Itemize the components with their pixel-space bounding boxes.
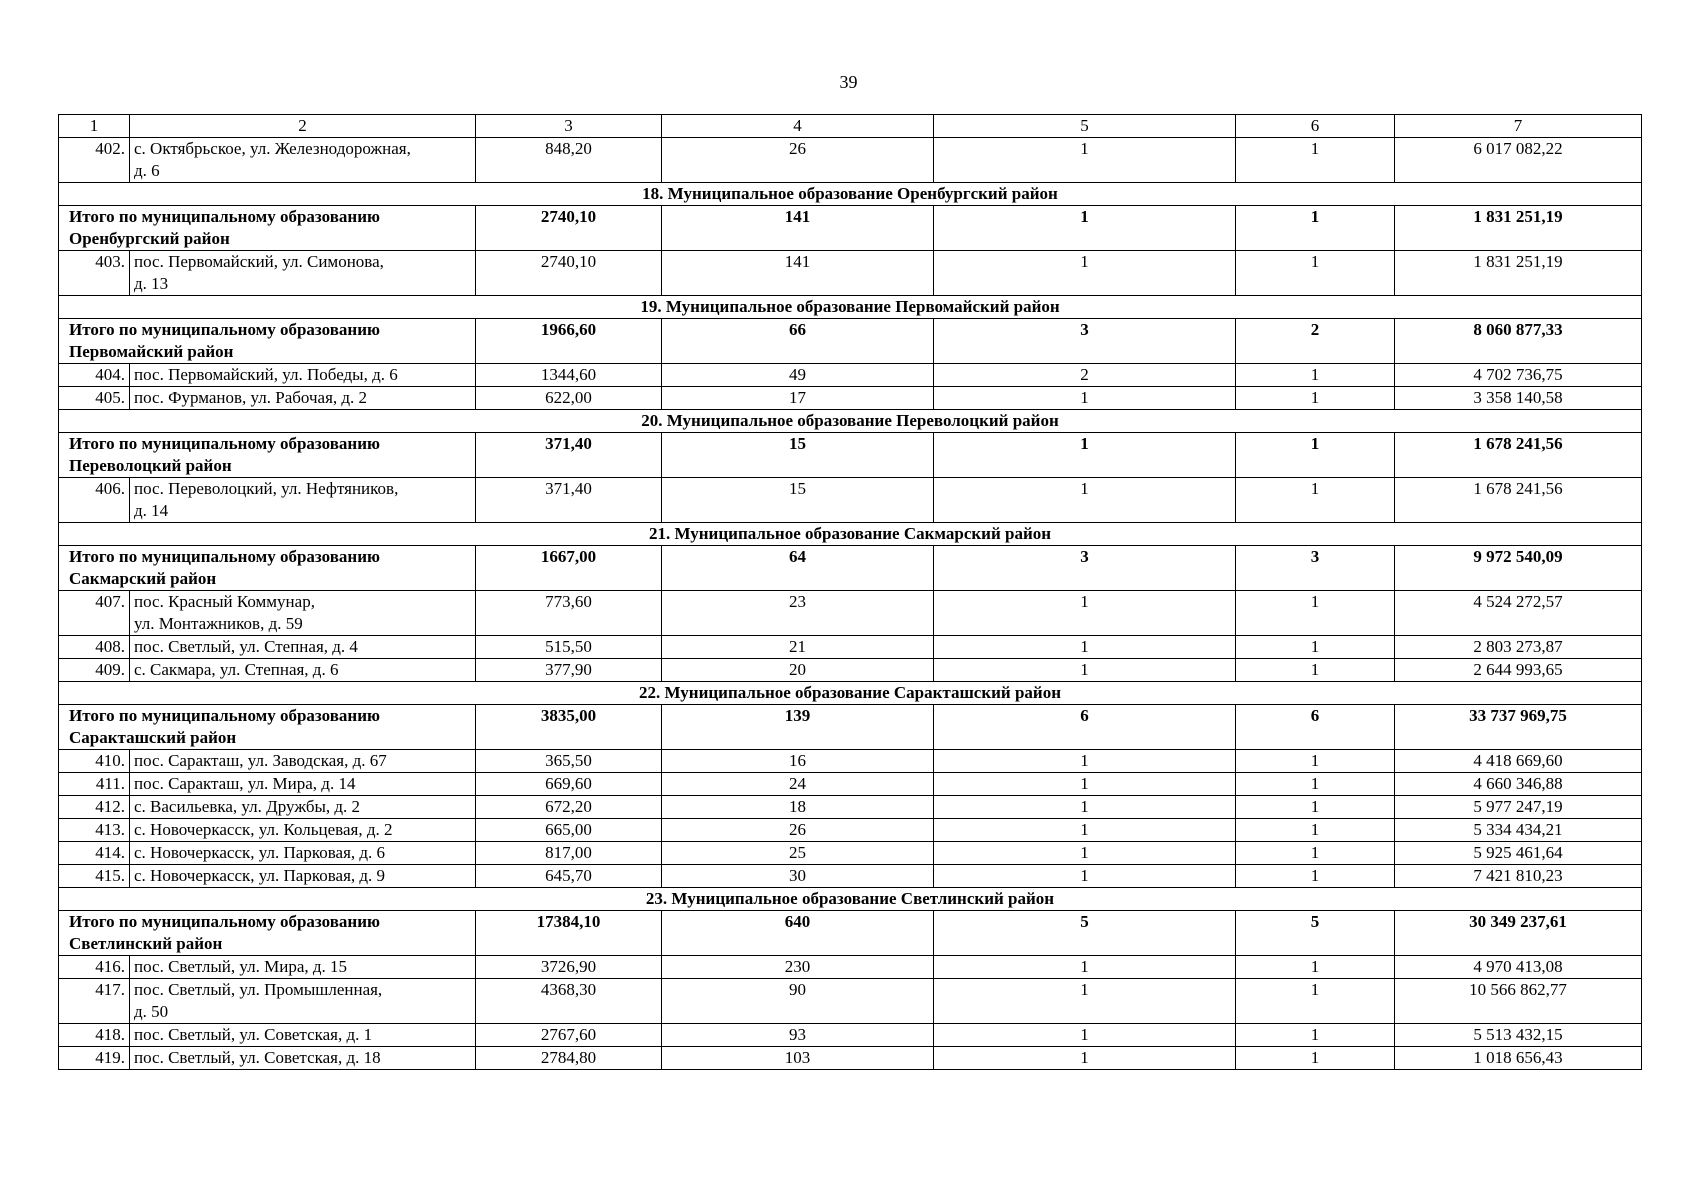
area-cell: 365,50	[476, 750, 662, 773]
row-number: 411.	[59, 773, 130, 796]
cost-cell: 1 831 251,19	[1395, 251, 1642, 296]
title-line: Итого по муниципальному образованию	[69, 547, 380, 566]
area-cell: 377,90	[476, 659, 662, 682]
count-cell: 1	[1236, 251, 1395, 296]
count-cell: 1	[1236, 819, 1395, 842]
header-cell: 1	[59, 115, 130, 138]
row-number: 408.	[59, 636, 130, 659]
houses-cell: 1	[934, 819, 1236, 842]
subtotal-row	[59, 546, 1642, 591]
count-cell: 6	[1236, 705, 1395, 750]
addr-line: пос. Переволоцкий, ул. Нефтяников,	[134, 479, 399, 498]
section-header-row	[59, 888, 1642, 911]
row-number: 410.	[59, 750, 130, 773]
addr-line: пос. Красный Коммунар,	[134, 592, 315, 611]
header-cell: 4	[662, 115, 934, 138]
count-cell: 1	[1236, 138, 1395, 183]
residents-cell: 141	[662, 206, 934, 251]
table-row	[59, 773, 1642, 796]
table-row	[59, 979, 1642, 1024]
count-cell: 1	[1236, 387, 1395, 410]
count-cell: 3	[1236, 546, 1395, 591]
area-cell: 645,70	[476, 865, 662, 888]
header-cell: 3	[476, 115, 662, 138]
count-cell: 1	[1236, 591, 1395, 636]
houses-cell: 1	[934, 842, 1236, 865]
row-number: 407.	[59, 591, 130, 636]
residents-cell: 21	[662, 636, 934, 659]
row-number: 405.	[59, 387, 130, 410]
houses-cell: 1	[934, 956, 1236, 979]
count-cell: 1	[1236, 433, 1395, 478]
count-cell: 1	[1236, 796, 1395, 819]
table-row	[59, 1047, 1642, 1070]
addr-line: с. Октябрьское, ул. Железнодорожная,	[134, 139, 411, 158]
cost-cell: 4 702 736,75	[1395, 364, 1642, 387]
table-row	[59, 750, 1642, 773]
addr-line: пос. Саракташ, ул. Заводская, д. 67	[134, 751, 387, 770]
area-cell: 2740,10	[476, 206, 662, 251]
cost-cell: 2 803 273,87	[1395, 636, 1642, 659]
cost-cell: 10 566 862,77	[1395, 979, 1642, 1024]
houses-cell: 3	[934, 319, 1236, 364]
addr-line: с. Васильевка, ул. Дружбы, д. 2	[134, 797, 361, 816]
subtotal-row	[59, 319, 1642, 364]
addr-line: д. 13	[134, 274, 169, 293]
row-number: 404.	[59, 364, 130, 387]
houses-cell: 1	[934, 865, 1236, 888]
section-header-row	[59, 296, 1642, 319]
row-number: 406.	[59, 478, 130, 523]
cost-cell: 4 660 346,88	[1395, 773, 1642, 796]
cost-cell: 1 678 241,56	[1395, 433, 1642, 478]
count-cell: 1	[1236, 659, 1395, 682]
row-number: 419.	[59, 1047, 130, 1070]
residents-cell: 17	[662, 387, 934, 410]
cost-cell: 5 925 461,64	[1395, 842, 1642, 865]
houses-cell: 1	[934, 636, 1236, 659]
area-cell: 2784,80	[476, 1047, 662, 1070]
table-row	[59, 819, 1642, 842]
title-line: Саракташский район	[69, 728, 237, 747]
count-cell: 1	[1236, 478, 1395, 523]
section-title: 18. Муниципальное образование Оренбургский район	[59, 183, 1642, 206]
count-cell: 2	[1236, 319, 1395, 364]
houses-cell: 1	[934, 206, 1236, 251]
row-number: 415.	[59, 865, 130, 888]
area-cell: 622,00	[476, 387, 662, 410]
title-line: Итого по муниципальному образованию	[69, 207, 380, 226]
cost-cell: 5 334 434,21	[1395, 819, 1642, 842]
area-cell: 17384,10	[476, 911, 662, 956]
address-cell	[130, 387, 476, 410]
address-cell	[130, 659, 476, 682]
cost-cell: 3 358 140,58	[1395, 387, 1642, 410]
addr-line: пос. Первомайский, ул. Победы, д. 6	[134, 365, 398, 384]
residents-cell: 26	[662, 819, 934, 842]
section-header-row	[59, 523, 1642, 546]
cost-cell: 8 060 877,33	[1395, 319, 1642, 364]
addr-line: ул. Монтажников, д. 59	[134, 614, 303, 633]
row-number: 402.	[59, 138, 130, 183]
residents-cell: 103	[662, 1047, 934, 1070]
area-cell: 3835,00	[476, 705, 662, 750]
count-cell: 1	[1236, 979, 1395, 1024]
addr-line: д. 6	[134, 161, 160, 180]
address-cell	[130, 773, 476, 796]
area-cell: 848,20	[476, 138, 662, 183]
subtotal-row	[59, 911, 1642, 956]
houses-cell: 1	[934, 251, 1236, 296]
cost-cell: 1 018 656,43	[1395, 1047, 1642, 1070]
cost-cell: 1 678 241,56	[1395, 478, 1642, 523]
houses-cell: 1	[934, 591, 1236, 636]
area-cell: 1667,00	[476, 546, 662, 591]
table-row	[59, 659, 1642, 682]
title-line: Первомайский район	[69, 342, 234, 361]
residents-cell: 49	[662, 364, 934, 387]
row-number: 418.	[59, 1024, 130, 1047]
header-row	[59, 115, 1642, 138]
cost-cell: 2 644 993,65	[1395, 659, 1642, 682]
area-cell: 4368,30	[476, 979, 662, 1024]
addr-line: с. Новочеркасск, ул. Кольцевая, д. 2	[134, 820, 393, 839]
cost-cell: 9 972 540,09	[1395, 546, 1642, 591]
subtotal-row	[59, 705, 1642, 750]
residents-cell: 141	[662, 251, 934, 296]
residents-cell: 15	[662, 433, 934, 478]
address-cell	[130, 842, 476, 865]
count-cell: 5	[1236, 911, 1395, 956]
addr-line: пос. Светлый, ул. Советская, д. 18	[134, 1048, 381, 1067]
row-number: 403.	[59, 251, 130, 296]
header-cell: 5	[934, 115, 1236, 138]
title-line: Оренбургский район	[69, 229, 230, 248]
section-title: 22. Муниципальное образование Саракташский район	[59, 682, 1642, 705]
title-line: Светлинский район	[69, 934, 223, 953]
table-row	[59, 478, 1642, 523]
address-cell	[130, 796, 476, 819]
address-cell	[130, 1024, 476, 1047]
houses-cell: 1	[934, 796, 1236, 819]
row-number: 417.	[59, 979, 130, 1024]
residents-cell: 93	[662, 1024, 934, 1047]
houses-cell: 1	[934, 1024, 1236, 1047]
section-title: 23. Муниципальное образование Светлинский район	[59, 888, 1642, 911]
addr-line: с. Новочеркасск, ул. Парковая, д. 6	[134, 843, 386, 862]
cost-cell: 4 418 669,60	[1395, 750, 1642, 773]
addr-line: пос. Фурманов, ул. Рабочая, д. 2	[134, 388, 368, 407]
addr-line: пос. Саракташ, ул. Мира, д. 14	[134, 774, 356, 793]
subtotal-title	[59, 319, 476, 364]
table-row	[59, 364, 1642, 387]
page-number: 39	[839, 72, 858, 92]
cost-cell: 5 513 432,15	[1395, 1024, 1642, 1047]
residents-cell: 23	[662, 591, 934, 636]
table-row	[59, 842, 1642, 865]
cost-cell: 4 524 272,57	[1395, 591, 1642, 636]
subtotal-row	[59, 433, 1642, 478]
houses-cell: 1	[934, 1047, 1236, 1070]
cost-cell: 5 977 247,19	[1395, 796, 1642, 819]
residents-cell: 16	[662, 750, 934, 773]
title-line: Итого по муниципальному образованию	[69, 912, 380, 931]
houses-cell: 1	[934, 433, 1236, 478]
section-header-row	[59, 183, 1642, 206]
residents-cell: 26	[662, 138, 934, 183]
address-cell	[130, 251, 476, 296]
table-row	[59, 865, 1642, 888]
area-cell: 2740,10	[476, 251, 662, 296]
row-number: 414.	[59, 842, 130, 865]
cost-cell: 33 737 969,75	[1395, 705, 1642, 750]
count-cell: 1	[1236, 750, 1395, 773]
count-cell: 1	[1236, 865, 1395, 888]
count-cell: 1	[1236, 1024, 1395, 1047]
address-cell	[130, 591, 476, 636]
residents-cell: 24	[662, 773, 934, 796]
address-cell	[130, 956, 476, 979]
residents-cell: 25	[662, 842, 934, 865]
header-cell: 6	[1236, 115, 1395, 138]
header-cell: 2	[130, 115, 476, 138]
houses-cell: 1	[934, 387, 1236, 410]
table-row	[59, 138, 1642, 183]
houses-cell: 6	[934, 705, 1236, 750]
residents-cell: 18	[662, 796, 934, 819]
section-header-row	[59, 682, 1642, 705]
count-cell: 1	[1236, 364, 1395, 387]
table-row	[59, 636, 1642, 659]
addr-line: пос. Первомайский, ул. Симонова,	[134, 252, 384, 271]
address-cell	[130, 819, 476, 842]
residents-cell: 640	[662, 911, 934, 956]
subtotal-title	[59, 206, 476, 251]
address-cell	[130, 636, 476, 659]
area-cell: 672,20	[476, 796, 662, 819]
residents-cell: 15	[662, 478, 934, 523]
count-cell: 1	[1236, 636, 1395, 659]
section-title: 20. Муниципальное образование Переволоцкий район	[59, 410, 1642, 433]
residents-cell: 90	[662, 979, 934, 1024]
addr-line: пос. Светлый, ул. Степная, д. 4	[134, 637, 358, 656]
address-cell	[130, 138, 476, 183]
area-cell: 817,00	[476, 842, 662, 865]
count-cell: 1	[1236, 956, 1395, 979]
address-cell	[130, 1047, 476, 1070]
table-row	[59, 591, 1642, 636]
area-cell: 371,40	[476, 433, 662, 478]
title-line: Итого по муниципальному образованию	[69, 706, 380, 725]
houses-cell: 1	[934, 138, 1236, 183]
addr-line: с. Новочеркасск, ул. Парковая, д. 9	[134, 866, 386, 885]
cost-cell: 30 349 237,61	[1395, 911, 1642, 956]
address-cell	[130, 865, 476, 888]
addr-line: с. Сакмара, ул. Степная, д. 6	[134, 660, 339, 679]
addr-line: пос. Светлый, ул. Промышленная,	[134, 980, 383, 999]
cost-cell: 4 970 413,08	[1395, 956, 1642, 979]
count-cell: 1	[1236, 206, 1395, 251]
area-cell: 3726,90	[476, 956, 662, 979]
header-cell: 7	[1395, 115, 1642, 138]
row-number: 416.	[59, 956, 130, 979]
houses-cell: 1	[934, 659, 1236, 682]
houses-cell: 1	[934, 750, 1236, 773]
residents-cell: 64	[662, 546, 934, 591]
area-cell: 669,60	[476, 773, 662, 796]
houses-cell: 1	[934, 979, 1236, 1024]
residents-cell: 20	[662, 659, 934, 682]
title-line: Переволоцкий район	[69, 456, 232, 475]
area-cell: 371,40	[476, 478, 662, 523]
subtotal-title	[59, 433, 476, 478]
count-cell: 1	[1236, 842, 1395, 865]
subtotal-title	[59, 911, 476, 956]
residents-cell: 30	[662, 865, 934, 888]
area-cell: 1966,60	[476, 319, 662, 364]
count-cell: 1	[1236, 1047, 1395, 1070]
registry-table	[58, 114, 1642, 1070]
houses-cell: 3	[934, 546, 1236, 591]
cost-cell: 1 831 251,19	[1395, 206, 1642, 251]
table-row	[59, 387, 1642, 410]
title-line: Итого по муниципальному образованию	[69, 320, 380, 339]
address-cell	[130, 979, 476, 1024]
subtotal-title	[59, 705, 476, 750]
area-cell: 773,60	[476, 591, 662, 636]
address-cell	[130, 478, 476, 523]
houses-cell: 1	[934, 773, 1236, 796]
section-title: 19. Муниципальное образование Первомайский район	[59, 296, 1642, 319]
table-row	[59, 956, 1642, 979]
subtotal-title	[59, 546, 476, 591]
section-title: 21. Муниципальное образование Сакмарский район	[59, 523, 1642, 546]
table-row	[59, 251, 1642, 296]
addr-line: д. 50	[134, 1002, 169, 1021]
address-cell	[130, 750, 476, 773]
residents-cell: 230	[662, 956, 934, 979]
count-cell: 1	[1236, 773, 1395, 796]
table-row	[59, 1024, 1642, 1047]
area-cell: 2767,60	[476, 1024, 662, 1047]
row-number: 413.	[59, 819, 130, 842]
houses-cell: 1	[934, 478, 1236, 523]
addr-line: д. 14	[134, 501, 169, 520]
cost-cell: 6 017 082,22	[1395, 138, 1642, 183]
addr-line: пос. Светлый, ул. Мира, д. 15	[134, 957, 348, 976]
houses-cell: 2	[934, 364, 1236, 387]
title-line: Сакмарский район	[69, 569, 217, 588]
row-number: 412.	[59, 796, 130, 819]
row-number: 409.	[59, 659, 130, 682]
subtotal-row	[59, 206, 1642, 251]
houses-cell: 5	[934, 911, 1236, 956]
cost-cell: 7 421 810,23	[1395, 865, 1642, 888]
residents-cell: 66	[662, 319, 934, 364]
residents-cell: 139	[662, 705, 934, 750]
table-body	[59, 115, 1642, 1070]
area-cell: 1344,60	[476, 364, 662, 387]
address-cell	[130, 364, 476, 387]
section-header-row	[59, 410, 1642, 433]
area-cell: 515,50	[476, 636, 662, 659]
area-cell: 665,00	[476, 819, 662, 842]
title-line: Итого по муниципальному образованию	[69, 434, 380, 453]
addr-line: пос. Светлый, ул. Советская, д. 1	[134, 1025, 373, 1044]
table-row	[59, 796, 1642, 819]
